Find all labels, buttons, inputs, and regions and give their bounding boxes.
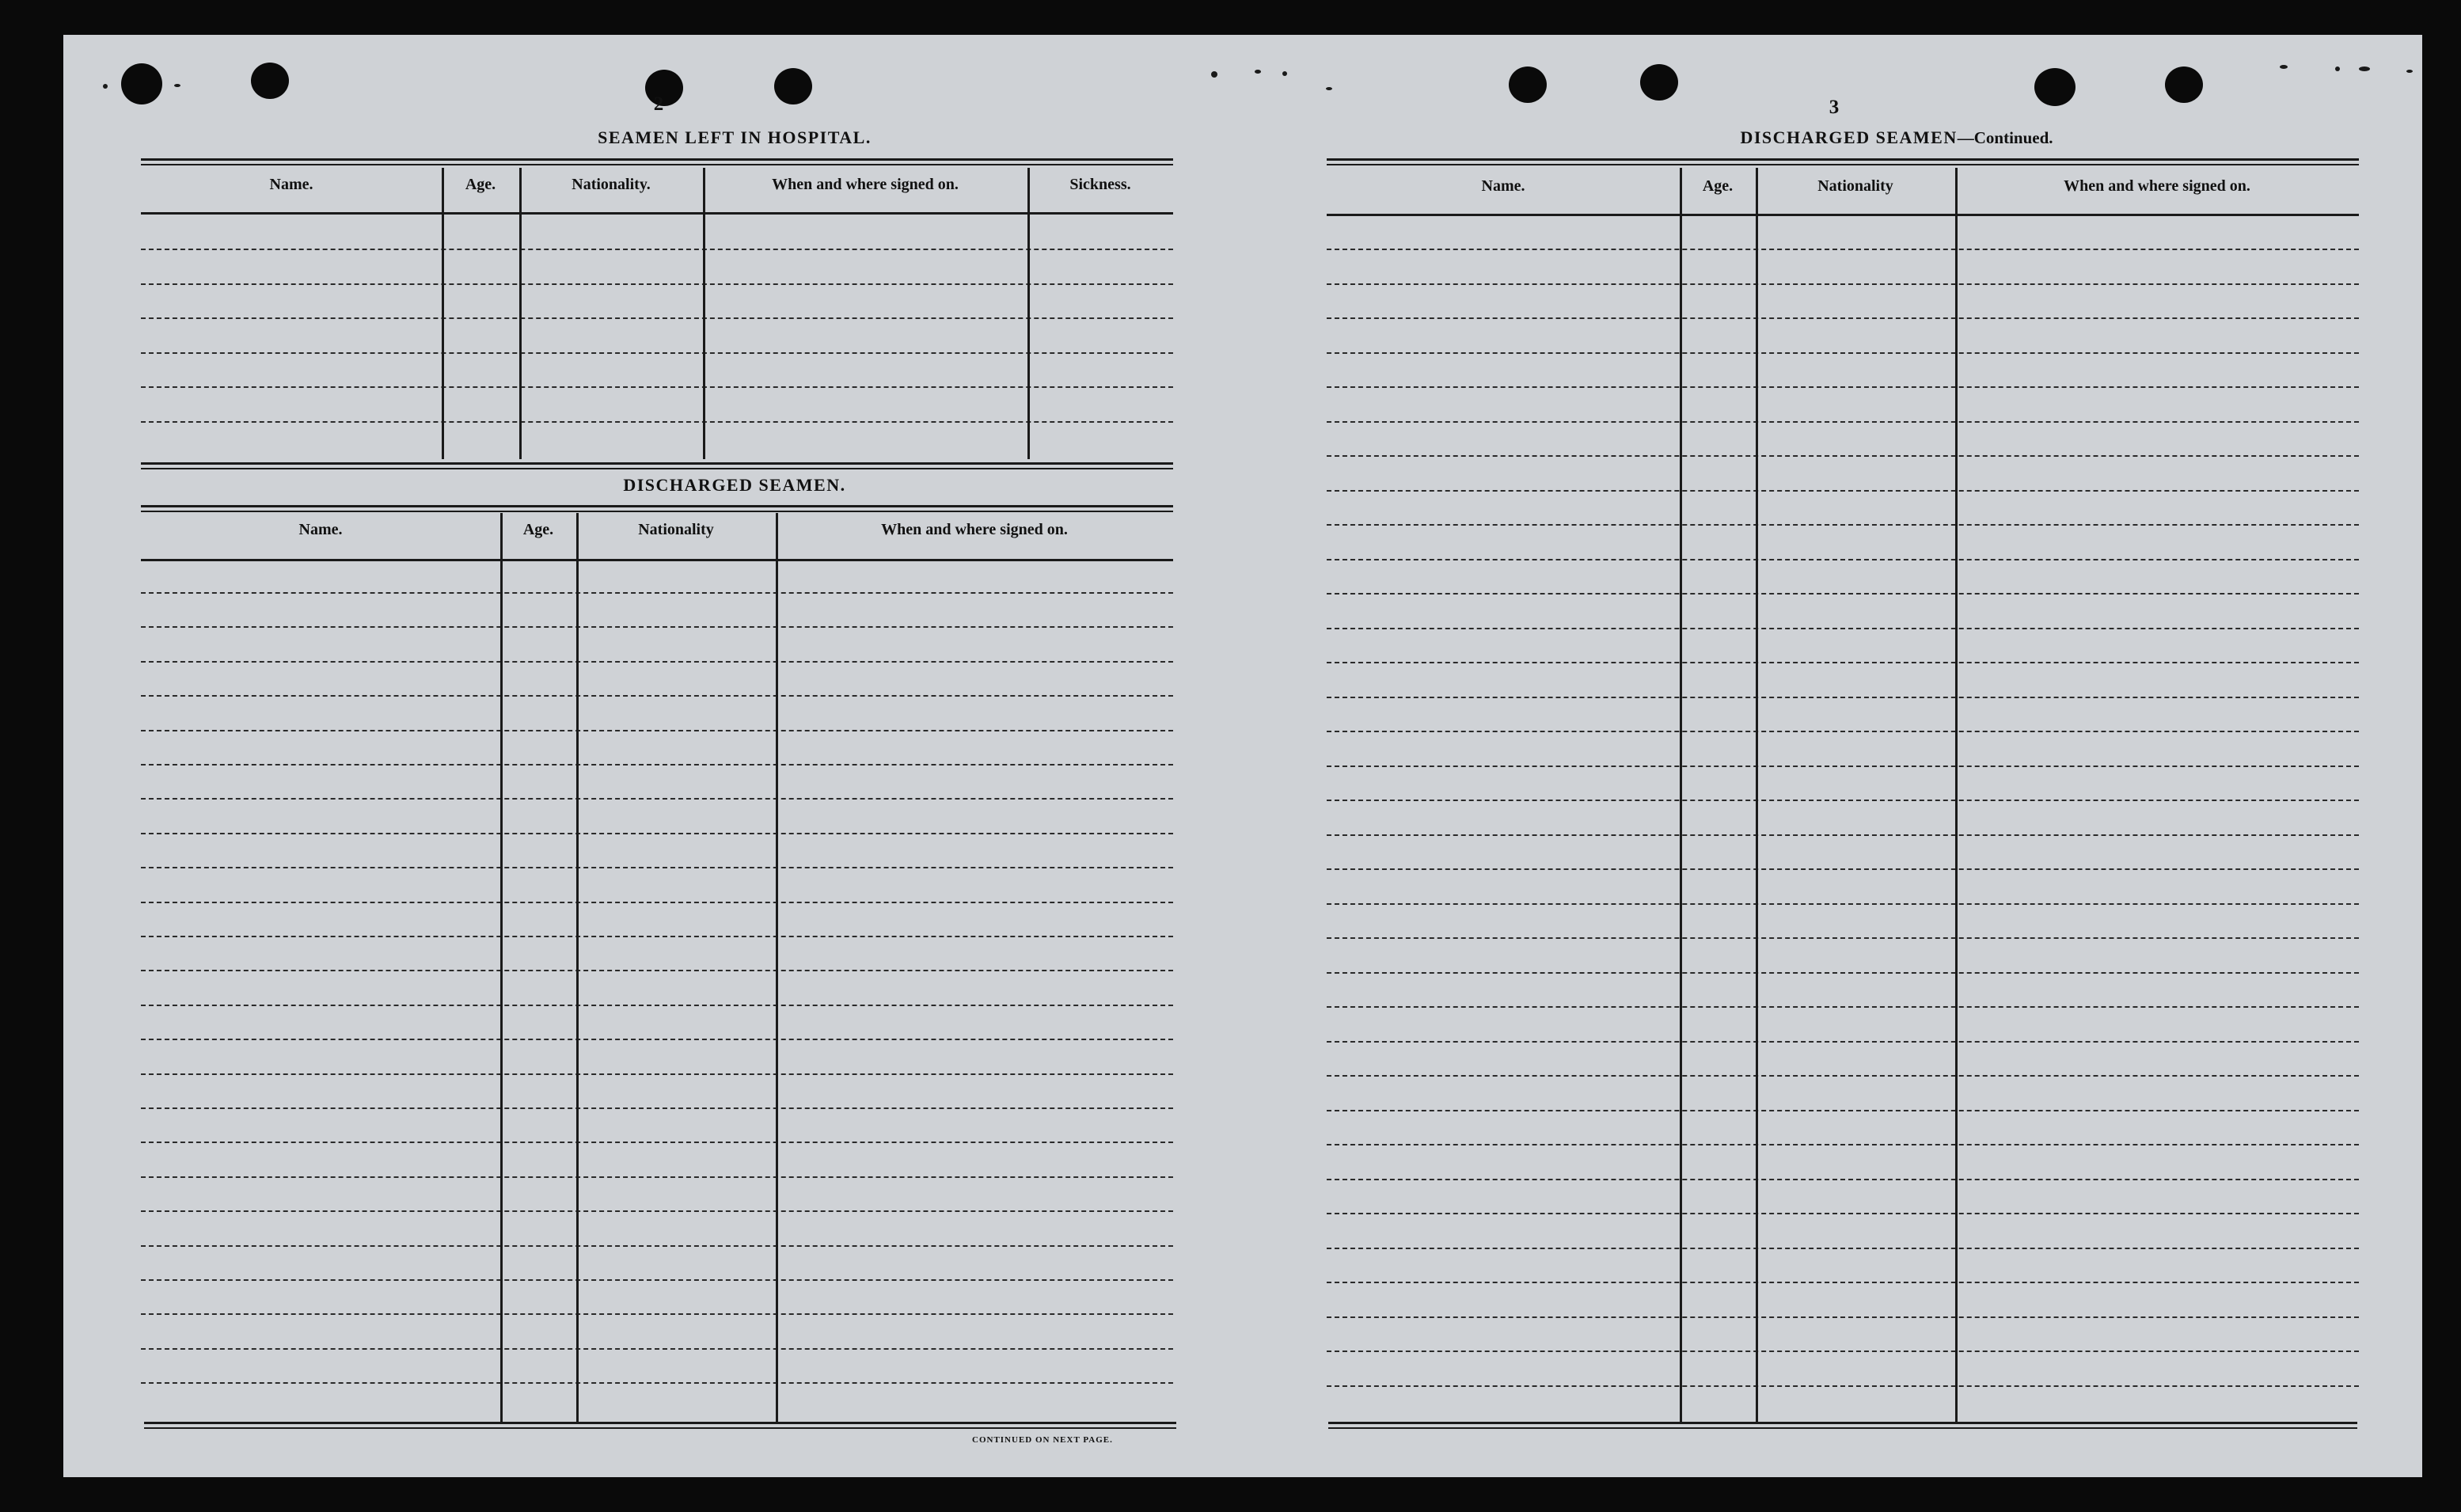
section-rule: [141, 505, 1173, 512]
speck: [174, 84, 180, 87]
table-row-rule: [141, 730, 1173, 731]
table-row-rule: [141, 592, 1173, 594]
table-row-rule: [1327, 1075, 2359, 1077]
section-rule: [141, 462, 1173, 469]
column-divider: [703, 168, 705, 459]
table-row-rule: [1327, 1213, 2359, 1214]
table-row-rule: [141, 421, 1173, 423]
table-row-rule: [141, 386, 1173, 388]
table-row-rule: [141, 1245, 1173, 1247]
punch-hole: [1640, 64, 1678, 101]
header-rule: [141, 212, 1173, 215]
table-row-rule: [1327, 834, 2359, 836]
punch-hole: [774, 68, 812, 104]
table-row-rule: [1327, 868, 2359, 870]
speck: [2406, 70, 2413, 73]
table-row-rule: [141, 626, 1173, 628]
section-rule: [1328, 1422, 2357, 1429]
table-row-rule: [141, 833, 1173, 834]
col-header-age: Age.: [465, 176, 496, 193]
column-divider: [1756, 168, 1758, 1422]
column-divider: [1955, 168, 1958, 1422]
table-row-rule: [1327, 662, 2359, 663]
col-header-signed-on: When and where signed on.: [2064, 177, 2250, 195]
table-row-rule: [141, 867, 1173, 868]
col-header-nationality: Nationality.: [572, 176, 651, 193]
table-row-rule: [141, 764, 1173, 765]
continued-note: CONTINUED ON NEXT PAGE.: [972, 1435, 1113, 1445]
table-row-rule: [1327, 455, 2359, 457]
table-row-rule: [1327, 1282, 2359, 1283]
table-row-rule: [1327, 1006, 2359, 1008]
section-rule: [144, 1422, 1176, 1429]
table-row-rule: [1327, 317, 2359, 319]
punch-hole: [251, 63, 289, 99]
col-header-signed-on: When and where signed on.: [881, 521, 1068, 538]
table-row-rule: [141, 695, 1173, 697]
table-row-rule: [1327, 765, 2359, 767]
title-continued: —Continued.: [1957, 128, 2053, 147]
table-row-rule: [141, 249, 1173, 250]
discharged-section-title: DISCHARGED SEAMEN.: [623, 475, 846, 495]
speck: [103, 84, 108, 89]
table-row-rule: [141, 1279, 1173, 1281]
table-row-rule: [1327, 1041, 2359, 1043]
table-row-rule: [141, 936, 1173, 937]
table-row-rule: [141, 1142, 1173, 1143]
col-header-nationality: Nationality: [1817, 177, 1893, 195]
speck: [2335, 66, 2340, 71]
table-row-rule: [141, 1107, 1173, 1109]
column-divider: [442, 168, 444, 459]
table-row-rule: [1327, 1316, 2359, 1318]
punch-hole: [1509, 66, 1547, 103]
table-row-rule: [141, 1039, 1173, 1040]
continued-section-title: [1330, 127, 2461, 148]
table-row-rule: [1327, 937, 2359, 939]
column-divider: [776, 513, 778, 1422]
table-row-rule: [141, 902, 1173, 903]
punch-hole: [2034, 68, 2076, 106]
speck: [1326, 87, 1332, 90]
column-divider: [1027, 168, 1030, 459]
document-sheet: [63, 35, 2422, 1477]
col-header-name: Name.: [269, 176, 313, 193]
discharged-header-rule-main: [141, 559, 1173, 561]
col-header-name: Name.: [1481, 177, 1525, 195]
section-rule: [1327, 158, 2359, 165]
speck: [2359, 66, 2370, 71]
table-row-rule: [1327, 524, 2359, 526]
col-header-age: Age.: [1702, 177, 1734, 195]
table-row-rule: [1327, 628, 2359, 629]
table-row-rule: [1327, 1179, 2359, 1180]
punch-hole: [2165, 66, 2203, 103]
table-row-rule: [141, 661, 1173, 663]
table-row-rule: [141, 1382, 1173, 1384]
table-row-rule: [1327, 1110, 2359, 1111]
column-divider: [500, 513, 503, 1422]
table-row-rule: [141, 1073, 1173, 1075]
title-main: DISCHARGED SEAMEN: [1740, 127, 1958, 147]
table-row-rule: [1327, 972, 2359, 974]
table-row-rule: [1327, 697, 2359, 698]
column-divider: [576, 513, 579, 1422]
table-row-rule: [1327, 1385, 2359, 1387]
table-row-rule: [141, 1348, 1173, 1350]
table-row-rule: [141, 317, 1173, 319]
table-row-rule: [1327, 731, 2359, 732]
table-row-rule: [1327, 559, 2359, 560]
speck: [1255, 70, 1261, 74]
table-row-rule: [141, 1176, 1173, 1178]
table-row-rule: [141, 352, 1173, 354]
speck: [2280, 65, 2288, 69]
col-header-nationality: Nationality: [638, 521, 714, 538]
col-header-name: Name.: [298, 521, 343, 538]
table-row-rule: [141, 798, 1173, 800]
hospital-section-title: SEAMEN LEFT IN HOSPITAL.: [598, 127, 872, 147]
page-number: 2: [653, 93, 664, 115]
table-row-rule: [141, 1313, 1173, 1315]
table-row-rule: [141, 1005, 1173, 1006]
speck: [1211, 71, 1217, 78]
col-header-age: Age.: [522, 521, 554, 538]
col-header-sickness: Sickness.: [1069, 176, 1131, 193]
table-row-rule: [1327, 800, 2359, 801]
column-divider: [519, 168, 522, 459]
table-row-rule: [1327, 249, 2359, 250]
speck: [1282, 71, 1287, 76]
table-row-rule: [141, 970, 1173, 971]
table-row-rule: [141, 283, 1173, 285]
table-row-rule: [1327, 1144, 2359, 1145]
table-row-rule: [1327, 352, 2359, 354]
table-row-rule: [1327, 1351, 2359, 1352]
table-row-rule: [1327, 490, 2359, 492]
table-row-rule: [1327, 421, 2359, 423]
table-row-rule: [1327, 903, 2359, 905]
table-row-rule: [1327, 593, 2359, 595]
table-row-rule: [141, 1210, 1173, 1212]
table-row-rule: [1327, 386, 2359, 388]
page-number: 3: [1829, 97, 1840, 118]
section-rule: [141, 158, 1173, 165]
punch-hole: [121, 63, 162, 104]
table-row-rule: [1327, 283, 2359, 285]
header-rule: [1327, 214, 2359, 216]
col-header-signed-on: When and where signed on.: [772, 176, 959, 193]
column-divider: [1680, 168, 1682, 1422]
table-row-rule: [1327, 1248, 2359, 1249]
